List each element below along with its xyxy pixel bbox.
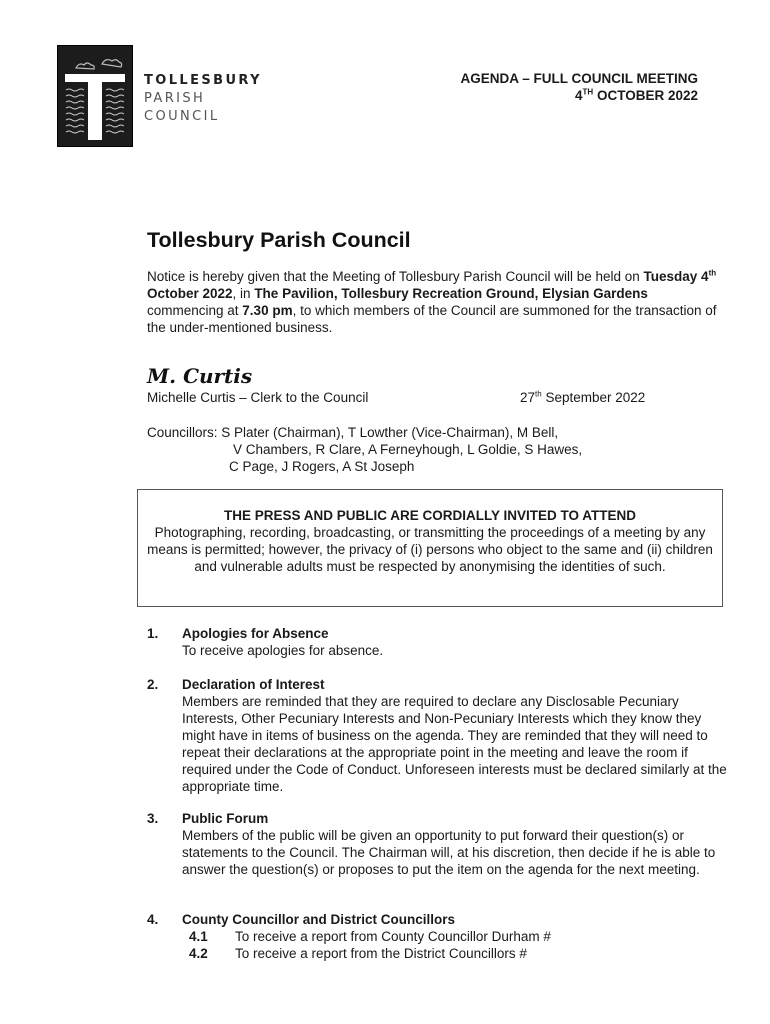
- press-notice-box: [137, 489, 723, 607]
- item-number: 3.: [147, 811, 159, 826]
- councillors-list: [147, 424, 582, 475]
- item-number: 4.: [147, 912, 159, 927]
- sub-item-text: To receive a report from the District Councillors #: [235, 946, 527, 961]
- councillors-line-3: C Page, J Rogers, A St Joseph: [229, 459, 415, 474]
- agenda-item: [147, 676, 732, 795]
- sub-item: [182, 928, 732, 945]
- meeting-notice: [147, 268, 717, 336]
- notice-date-day: Tuesday 4: [643, 269, 709, 284]
- sub-item-number: 4.1: [189, 929, 208, 944]
- sub-item-number: 4.2: [189, 946, 208, 961]
- agenda-item: [147, 625, 732, 659]
- councillors-line-2: V Chambers, R Clare, A Ferneyhough, L Goldie, S Hawes,: [233, 442, 583, 457]
- councillors-line-1: Councillors: S Plater (Chairman), T Lowther (Vice-Chairman), M Bell,: [147, 425, 559, 440]
- agenda-day-suffix: TH: [582, 87, 594, 97]
- item-title: County Councillor and District Councillors: [182, 912, 456, 927]
- item-title: Declaration of Interest: [182, 677, 325, 692]
- sub-item: [182, 945, 732, 962]
- press-heading: THE PRESS AND PUBLIC ARE CORDIALLY INVITED TO ATTEND: [223, 508, 637, 523]
- logo-emblem-icon: [58, 46, 132, 146]
- agenda-heading: AGENDA – FULL COUNCIL MEETING: [460, 71, 698, 86]
- notice-text-3: commencing at: [147, 303, 243, 318]
- notice-date-suffix: th: [708, 268, 717, 278]
- agenda-date: [460, 87, 698, 104]
- sub-item-text: To receive a report from County Councillor Durham #: [235, 929, 551, 944]
- item-body: Members of the public will be given an opportunity to put forward their question(s) or statements to the Council. The Chairman will, at his discretion, then decide if he is able to answer the question(s) or proposes to put the item on the agenda for the next meeting.: [182, 828, 716, 877]
- notice-text-2: , in: [232, 286, 255, 301]
- issue-month-year: September 2022: [541, 390, 646, 405]
- clerk-signature: M. Curtis: [147, 364, 253, 388]
- item-body: To receive apologies for absence.: [182, 643, 384, 658]
- item-body: Members are reminded that they are required to declare any Disclosable Pecuniary Interests, Other Pecuniary Interests and Non-Pecuniary Interests which they know they might have in items of business on the agenda. They are reminded that they will need to repeat their declarations at the appropriate point in the meeting and leave the room if required under the Code of Conduct. Unforeseen interests must be declared similarly at the appropriate time.: [182, 694, 727, 794]
- agenda-day: 4: [575, 88, 583, 103]
- org-line-3: COUNCIL: [144, 109, 220, 124]
- page-title: Tollesbury Parish Council: [147, 228, 411, 252]
- item-number: 1.: [147, 626, 159, 641]
- press-body: Photographing, recording, broadcasting, or transmitting the proceedings of a meeting by any means is permitted; however, the privacy of (i) persons who object to the same and (ii) children and vulnerable adults must be respected by anonymising the identities of such.: [147, 525, 713, 574]
- notice-time: 7.30 pm: [242, 303, 293, 318]
- issue-day: 27: [520, 390, 536, 405]
- clerk-name: Michelle Curtis – Clerk to the Council: [147, 390, 369, 405]
- item-number: 2.: [147, 677, 159, 692]
- issue-day-suffix: th: [535, 389, 542, 399]
- notice-date-rest: October 2022: [147, 286, 233, 301]
- item-title: Public Forum: [182, 811, 269, 826]
- agenda-month-year: OCTOBER 2022: [593, 88, 698, 103]
- item-title: Apologies for Absence: [182, 626, 329, 641]
- agenda-header: [460, 70, 698, 104]
- notice-text-1: Notice is hereby given that the Meeting of Tollesbury Parish Council will be held on: [147, 269, 644, 284]
- org-line-2: PARISH: [144, 91, 206, 106]
- agenda-item: [147, 911, 732, 962]
- agenda-item: [147, 810, 732, 878]
- council-logo: [57, 45, 133, 147]
- notice-text-4: , to which members of the Council are summoned for the transaction of the under-mentioned business.: [147, 303, 717, 335]
- notice-issue-date: [520, 390, 645, 405]
- notice-venue: The Pavilion, Tollesbury Recreation Ground, Elysian Gardens: [254, 286, 648, 301]
- org-line-1: TOLLESBURY: [144, 73, 262, 88]
- organisation-name: [144, 72, 262, 126]
